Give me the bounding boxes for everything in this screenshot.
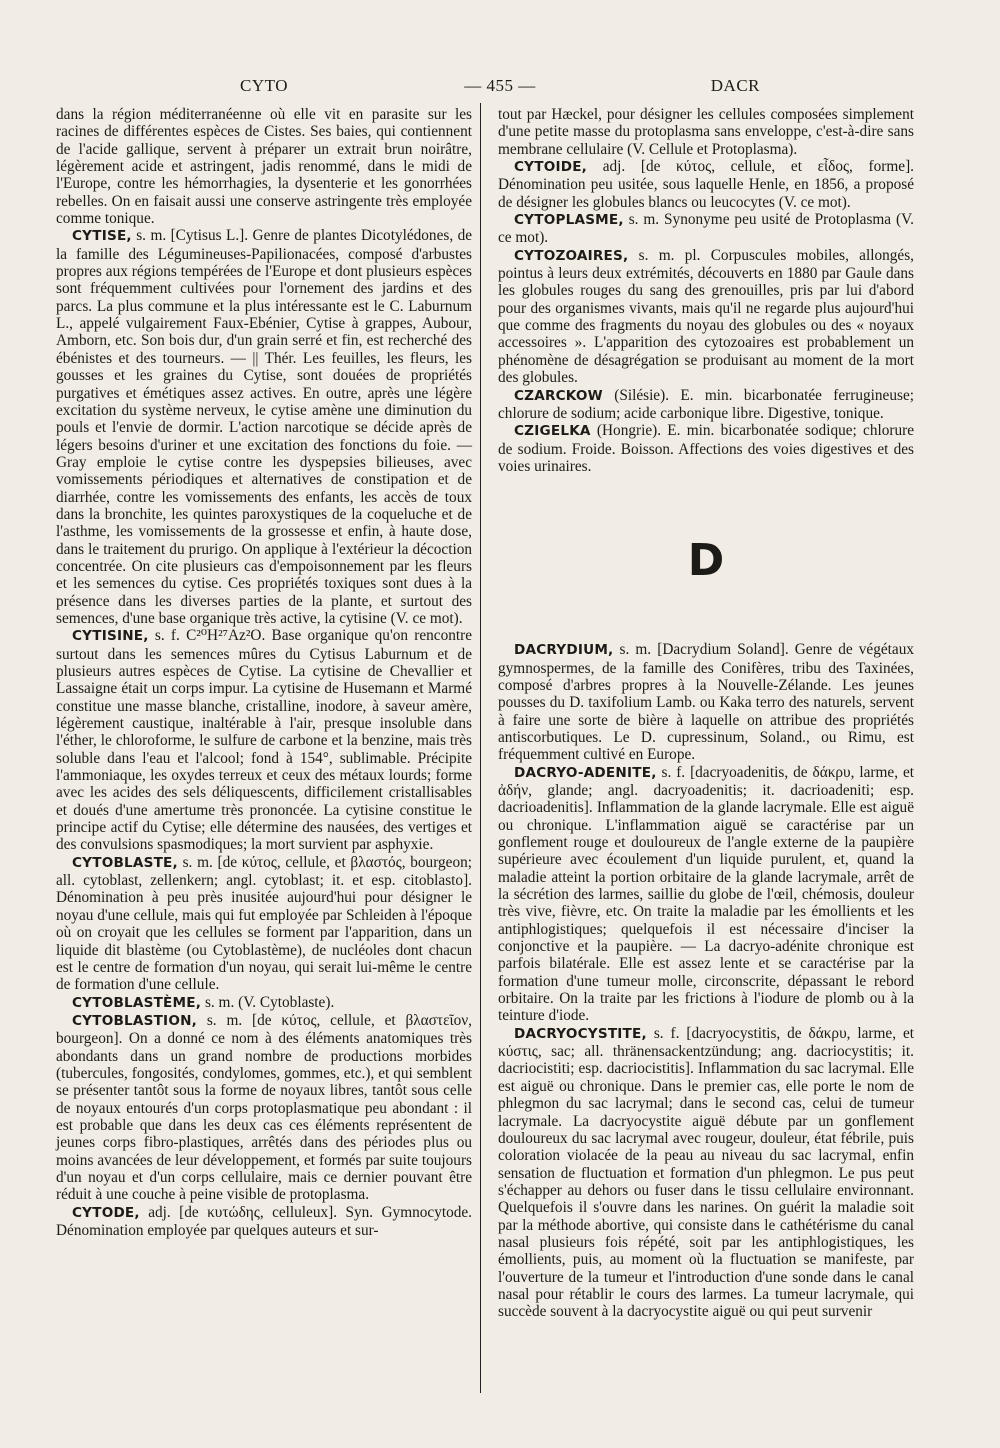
dictionary-entry xyxy=(56,1012,472,1204)
entry-text: s. m. [de κύτος, cellule, et βλαστός, bourgeon; all. cytoblast, zellenkern; angl. cytoblast; it. et esp. citoblasto]. Dénomination à peu près inusitée aujourd'hui pour désigner le noyau d'une cellule, mais qui fut employée par Schleiden à l'époque où on croyait que les cellules se forment par l'apparition, dans un liquide dit blastème (ou Cytoblastème), de nucléoles dont chacun est le centre de formation d'un noyau, qui serait lui-même le centre de formation d'une cellule. xyxy=(56,853,472,994)
entry-headword: DACRYO-ADENITE, xyxy=(514,764,657,781)
dictionary-entry xyxy=(56,106,472,227)
dictionary-entry xyxy=(498,422,914,475)
entry-text: adj. [de κύτος, cellule, et εἶδος, forme]. Dénomination peu usitée, sous laquelle Henle, en 1856, a proposé de désigner les globules blancs ou leucocytes (V. ce mot). xyxy=(498,158,914,211)
entry-text: s. m. Synonyme peu usité de Protoplasma (V. ce mot). xyxy=(498,211,915,247)
dictionary-entry xyxy=(498,158,914,211)
entry-headword: CYTOZOAIRES, xyxy=(514,247,629,264)
entry-headword: CYTISE, xyxy=(72,228,132,245)
section-letter: D xyxy=(687,535,725,587)
entry-text: s. f. [dacryocystitis, de δάκρυ, larme, et κύστις, sac; all. thränensackentzündung; ang. dacriocystitis; it. dacriocistiti; esp. dacriocistitis]. Inflammation du sac lacrymal. Elle est aiguë ou chronique. Dans le premier cas, elle porte le nom de phlegmon du sac lacrymal; dans le second cas, celui de tumeur lacrymale. La dacryocystite aiguë débute par un gonflement douloureux du sac lacrymal avec rougeur, douleur, état fébrile, puis coloration violacée de la peau au niveau du sac lacrymal, enfin sensation de fluctuation et formation d'un phlegmon. Le pus peut s'échapper au dehors ou fuser dans le tissu cellulaire environnant. Quelquefois il s'ouvre dans les narines. On guérit la maladie soit par la méthode abortive, qui consiste dans le cathétérisme du canal nasal plusieurs fois répété, soit par les antiphlogistiques, les émollients, puis, au moment où la fluctuation se manifeste, par l'ouverture de la tumeur et l'introduction d'une sonde dans le canal nasal pour rétablir le cours des larmes. La tumeur lacrymale, qui succède souvent à la dacryocystite aiguë ou qui peut survenir xyxy=(498,1024,914,1321)
dictionary-entry xyxy=(498,387,914,423)
dictionary-entry xyxy=(498,1025,914,1321)
right-column xyxy=(498,106,914,1321)
entry-headword: CYTOBLASTÈME, xyxy=(72,994,202,1011)
header-right-guideword: DACR xyxy=(710,76,760,95)
entry-text: s. m. [Cytisus L.]. Genre de plantes Dicotylédones, de la famille des Légumineuses-Papilionacées, composé d'arbustes propres aux régions tempérées de l'Europe et dont plusieurs espèces sont fréquemment cultivées pour l'ornement des jardins et des parcs. La plus commune et la plus intéressante est le C. Laburnum L., appelé vulgairement Faux-Ebénier, Cytise à grappes, Aubour, Amborn, etc. Son bois dur, d'un grain serré et fin, est recherché des ébénistes et des tourneurs. — || Thér. Les feuilles, les fleurs, les gousses et les graines du Cytise, sont douées de propriétés purgatives et émétiques assez actives. En outre, après une légère excitation du système nerveux, le cytise amène une diminution du pouls et l'envie de dormir. L'action narcotique se décide après de légers besoins d'uriner et une excitation des fonctions du foie. — Gray emploie le cytise contre les dyspepsies bilieuses, avec vomissements périodiques et alternatives de constipation et de diarrhée, contre les vomissements des enfants, les accès de toux dans la bronchite, les quintes paroxystiques de la coqueluche et de l'asthme, les vomissements de la grossesse et enfin, à haute dose, dans le traitement du prurigo. On applique à l'extérieur la décoction concentrée. On cite plusieurs cas d'empoisonnement par les fleurs et les semences du cytise. Ces propriétés toxiques sont dues à la présence dans les diverses parties de la plante, et surtout des semences, d'une base organique très active, la cytisine (V. ce mot). xyxy=(56,227,473,627)
entry-headword: DACRYDIUM, xyxy=(514,642,614,659)
dictionary-entry xyxy=(498,211,914,247)
entry-headword: CYTOPLASME, xyxy=(514,212,624,229)
left-column xyxy=(56,106,472,1239)
dictionary-entry xyxy=(56,994,472,1012)
column-divider xyxy=(480,103,481,1393)
dictionary-entry xyxy=(56,627,472,853)
entry-text: (Silésie). E. min. bicarbonatée ferrugineuse; chlorure de sodium; acide carbonique libre. Digestive, tonique. xyxy=(498,386,914,422)
entry-text: s. m. (V. Cytoblaste). xyxy=(204,993,335,1011)
dictionary-entry xyxy=(56,854,472,994)
entry-text: tout par Hæckel, pour désigner les cellules composées simplement d'une petite masse du protoplasma sans enveloppe, c'est-à-dire sans membrane cellulaire (V. Cellule et Protoplasma). xyxy=(498,106,914,158)
entry-text: s. m. [Dacrydium Soland]. Genre de végétaux gymnospermes, de la famille des Conifères, tribu des Taxinées, composé d'arbres propres à la Nouvelle-Zélande. Les jeunes pousses du D. taxifolium Lamb. ou Kaka terro des naturels, servent à faire une sorte de bière à laquelle on attribue des propriétés antiscorbutiques. Le D. cupressinum, Soland., ou Rimu, est fréquemment cultivé en Europe. xyxy=(498,641,914,764)
entry-text: s. m. pl. Corpuscules mobiles, allongés, pointus à leurs deux extrémités, découverts en 1880 par Gaule dans les globules rouges du sang des grenouilles, pris par lui d'abord pour des organismes vivants, mais qu'il ne regarde plus aujourd'hui que comme des fragments du noyau des globules ou des « noyaux accessoires ». L'apparition des cytozoaires est probablement un phénomène de désagrégation se produisant au moment de la mort des globules. xyxy=(498,246,914,387)
dictionary-entry xyxy=(498,247,914,387)
entry-text: s. f. C²⁰H²⁷Az²O. Base organique qu'on rencontre surtout dans les semences mûres du Cytisus Laburnum et de plusieurs autres espèces de Cytise. La cytisine de Chevallier et Lassaigne était un corps impur. La cytisine de Husemann et Marmé constitue une masse blanche, cristalline, inodore, à saveur amère, légèrement caustique, inaltérable à l'air, presque insoluble dans l'éther, le chloroforme, le sulfure de carbone et la benzine, mais très soluble dans l'eau et l'alcool; fond à 154°, sublimable. Précipite l'ammoniaque, les oxydes terreux et ceux des métaux lourds; forme avec les acides des sels déliquescents, difficilement cristallisables et doués d'une amertume très prononcée. La cytisine constitue le principe actif du Cytise; elle détermine des nausées, des vertiges et des convulsions spasmodiques; la mort survient par asphyxie. xyxy=(56,627,473,854)
entry-headword: CZARCKOW xyxy=(514,387,603,404)
entry-headword: CZIGELKA xyxy=(514,423,591,440)
entry-text: s. m. [de κύτος, cellule, et βλαστεῖον, bourgeon]. On a donné ce nom à des éléments anatomiques très abondants dans un grand nombre de productions morbides (tubercules, fongosités, condylomes, gommes, etc.), et qui semblent se présenter tantôt sous la forme de noyaux libres, tantôt sous celle de noyaux entourés d'un corps protoplasmatique peu abondant : il est probable que dans les deux cas ces éléments représentent de jeunes corps fibro-plastiques, arrêtés dans des périodes plus ou moins avancées de leur développement, et formés par suite toujours d'un noyau et d'un corps cellulaire, mais ce dernier pouvant être réduit à une couche à peine visible de protoplasma. xyxy=(56,1011,473,1204)
entry-headword: CYTODE, xyxy=(72,1204,140,1221)
dictionary-entry xyxy=(56,1204,472,1240)
header-left-guideword: CYTO xyxy=(240,76,288,95)
entry-headword: CYTISINE, xyxy=(72,628,149,645)
dictionary-entry xyxy=(56,227,472,627)
dictionary-entry xyxy=(498,641,914,763)
entry-text: s. f. [dacryoadenitis, de δάκρυ, larme, et ἀδήν, glande; angl. dacryoadenitis; it. dacrioadeniti; esp. dacrioadenitis]. Inflammation de la glande lacrymale. Elle est aiguë ou chronique. L'inflammation aiguë se caractérise par un gonflement rouge et douloureux de l'angle externe de la paupière supérieure avec écoulement d'un liquide purulent, et, quand la maladie atteint la portion orbitaire de la glande lacrymale, arrêt de la sécrétion des larmes, saillie du globe de l'œil, chémosis, douleur très vive, fièvre, etc. On traite la maladie par les émollients et les antiphlogistiques; quelquefois il est nécessaire d'inciser la conjonctive et la paupière. — La dacryo-adénite chronique est parfois bilatérale. Elle est assez lente et se caractérise par la formation d'une tumeur molle, circonscrite, dépassant le rebord orbitaire. On la traite par les frictions à l'iodure de plomb ou à la teinture d'iode. xyxy=(498,763,914,1025)
running-header xyxy=(60,76,940,98)
dictionary-entry xyxy=(498,106,914,158)
entry-text: dans la région méditerranéenne où elle vit en parasite sur les racines de différentes espèces de Cistes. Ses baies, qui contiennent de l'acide gallique, servent à préparer un extrait brun noirâtre, légèrement acide et astringent, jadis renommé, dans le midi de l'Europe, contre les hémorrhagies, la dysenterie et les gonorrhées rebelles. On en faisait aussi une conserve astringente très employée comme tonique. xyxy=(56,106,472,228)
entry-headword: CYTOBLASTE, xyxy=(72,854,178,871)
entry-headword: CYTOIDE, xyxy=(514,159,588,176)
entry-headword: CYTOBLASTION, xyxy=(72,1012,198,1029)
page-number: — 455 — xyxy=(464,76,536,95)
entry-text: adj. [de κυτώδης, celluleux]. Syn. Gymnocytode. Dénomination employée par quelques auteurs et sur- xyxy=(56,1203,472,1239)
entry-headword: DACRYOCYSTITE, xyxy=(514,1025,647,1042)
dictionary-entry xyxy=(498,764,914,1025)
entry-text: (Hongrie). E. min. bicarbonatée sodique; chlorure de sodium. Froide. Boisson. Affections des voies digestives et des voies urinaires. xyxy=(498,422,914,475)
